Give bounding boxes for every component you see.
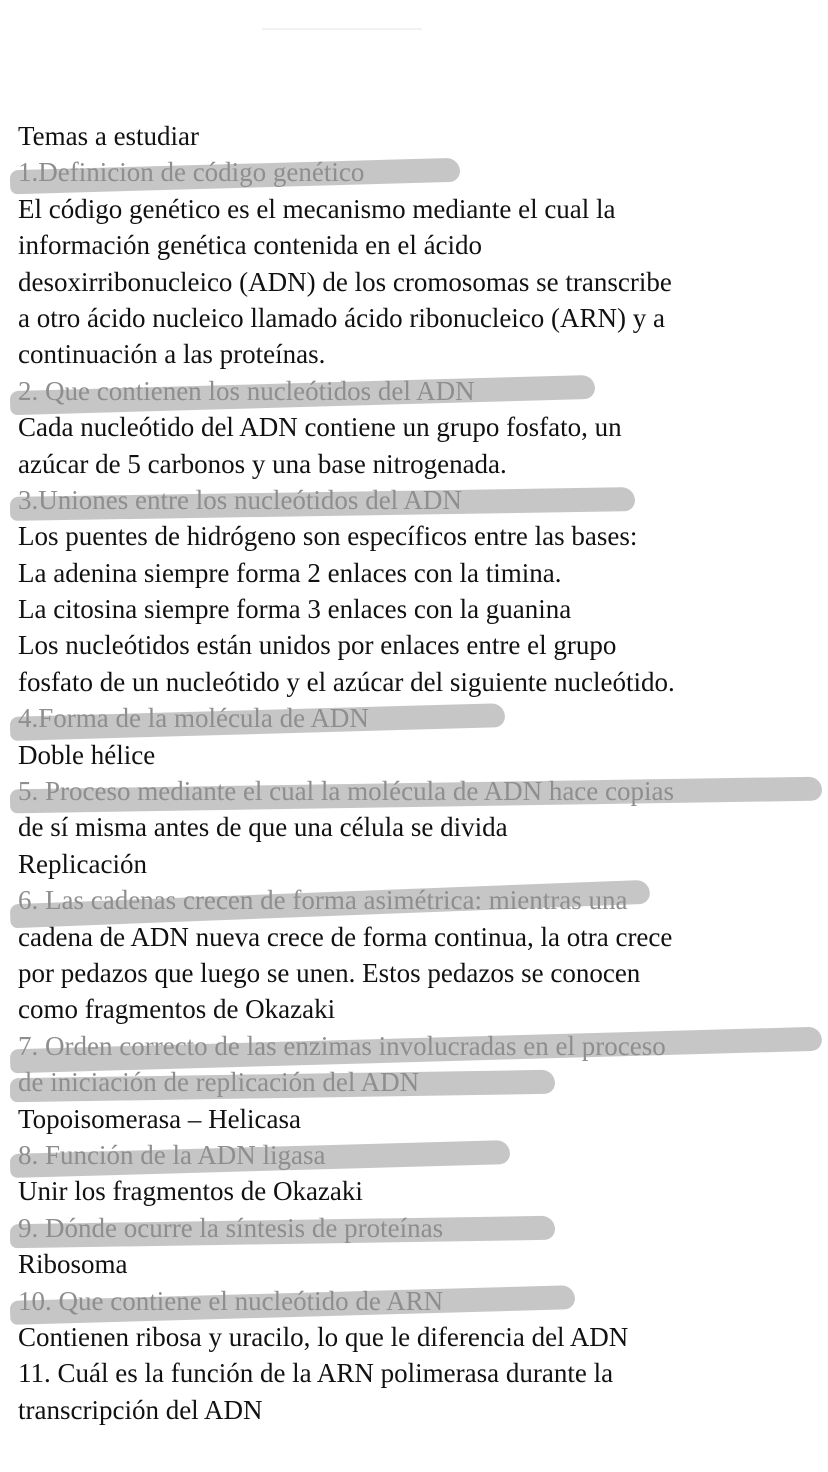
- answer-line: Los puentes de hidrógeno son específicos entre las bases:: [18, 521, 638, 552]
- answer-line: cadena de ADN nueva crece de forma continua, la otra crece: [18, 921, 673, 952]
- answer-line: La adenina siempre forma 2 enlaces con la timina.: [18, 557, 562, 588]
- question-10: 10. Que contiene el nucleótido de ARN: [18, 1283, 818, 1319]
- answer-line: La citosina siempre forma 3 enlaces con la guanina: [18, 594, 572, 625]
- question-9: 9. Dónde ocurre la síntesis de proteínas: [18, 1210, 818, 1246]
- answer-line: transcripción del ADN: [18, 1394, 263, 1425]
- question-5: 5. Proceso mediante el cual la molécula de ADN hace copias: [18, 773, 818, 809]
- question-8: 8. Función de la ADN ligasa: [18, 1137, 818, 1173]
- question-1: 1.Definicion de código genético: [18, 154, 818, 190]
- answer-line: Unir los fragmentos de Okazaki: [18, 1176, 363, 1207]
- question-7: 7. Orden correcto de las enzimas involucradas en el proceso: [18, 1028, 818, 1064]
- answer-line: continuación a las proteínas.: [18, 339, 326, 370]
- question-7-continued: de iniciación de replicación del ADN: [18, 1064, 818, 1100]
- answer-line: Replicación: [18, 848, 147, 879]
- question-2: 2. Que contienen los nucleótidos del ADN: [18, 373, 818, 409]
- answer-line: Topoisomerasa – Helicasa: [18, 1103, 302, 1134]
- question-3: 3.Uniones entre los nucleótidos del ADN: [18, 482, 818, 518]
- answer-line: azúcar de 5 carbonos y una base nitrogenada.: [18, 448, 507, 479]
- document-title: Temas a estudiar: [18, 121, 200, 151]
- document-body: [18, 118, 818, 1428]
- answer-line: como fragmentos de Okazaki: [18, 994, 336, 1025]
- answer-line: El código genético es el mecanismo mediante el cual la: [18, 193, 616, 224]
- answer-line: 11. Cuál es la función de la ARN polimerasa durante la: [18, 1358, 614, 1389]
- answer-line: a otro ácido nucleico llamado ácido ribonucleico (ARN) y a: [18, 302, 666, 333]
- answer-line: desoxirribonucleico (ADN) de los cromosomas se transcribe: [18, 266, 672, 297]
- answer-line: Cada nucleótido del ADN contiene un grupo fosfato, un: [18, 412, 622, 443]
- answer-line: por pedazos que luego se unen. Estos pedazos se conocen: [18, 957, 641, 988]
- top-status-bar: [262, 28, 422, 30]
- answer-line: información genética contenida en el ácido: [18, 230, 483, 261]
- question-4: 4.Forma de la molécula de ADN: [18, 700, 818, 736]
- answer-line: fosfato de un nucleótido y el azúcar del siguiente nucleótido.: [18, 666, 675, 697]
- answer-line: Doble hélice: [18, 739, 156, 770]
- answer-line: Contienen ribosa y uracilo, lo que le diferencia del ADN: [18, 1321, 629, 1352]
- answer-line: Ribosoma: [18, 1249, 128, 1280]
- answer-line: de sí misma antes de que una célula se divida: [18, 812, 508, 843]
- answer-line: Los nucleótidos están unidos por enlaces entre el grupo: [18, 630, 617, 661]
- question-6: 6. Las cadenas crecen de forma asimétrica: mientras una: [18, 882, 818, 918]
